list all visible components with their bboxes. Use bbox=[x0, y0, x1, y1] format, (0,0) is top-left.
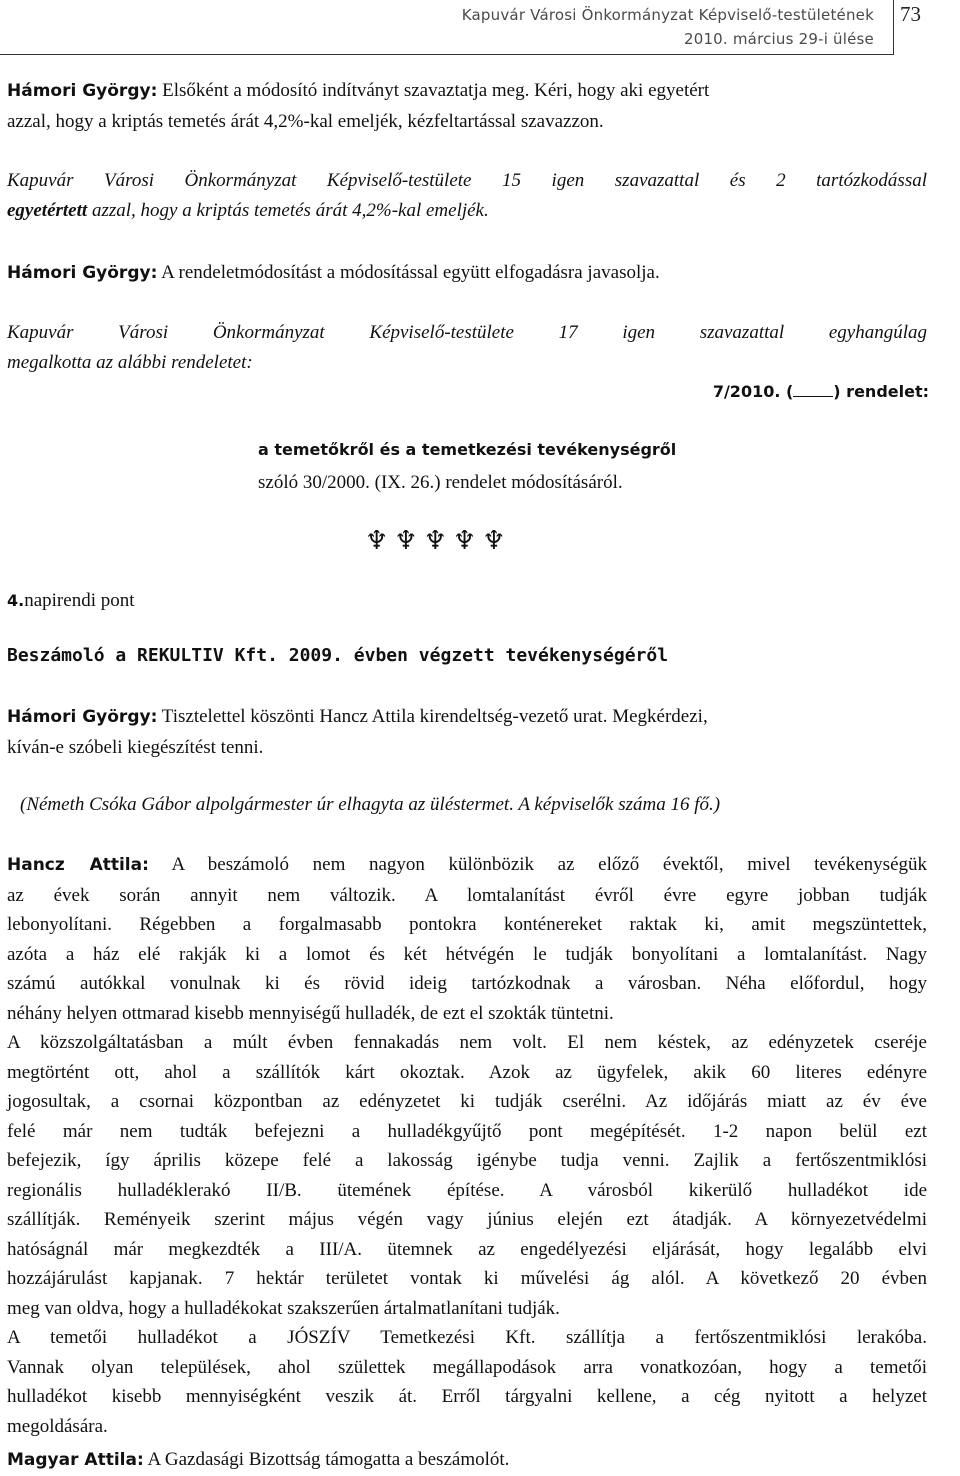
paragraph-hamori-3 bbox=[7, 702, 927, 762]
speaker-name: Magyar Attila: bbox=[7, 1450, 144, 1470]
agenda-label: napirendi pont bbox=[24, 590, 135, 611]
paragraph-vote-1 bbox=[7, 166, 927, 225]
text-line: hulladékot kisebb mennyiségként veszik át. Erről tárgyalni kellene, a cég nyitott a helyzet bbox=[7, 1386, 927, 1407]
agenda-number: 4. bbox=[7, 591, 25, 610]
text-line: meg van oldva, hogy a hulladékokat szakszerűen ártalmatlanítani tudják. bbox=[7, 1297, 560, 1319]
text-span: Elsőként a módosító indítványt szavaztatja meg. Kéri, hogy aki egyetért bbox=[162, 80, 710, 101]
text-line: hatóságnál már megkezdték a III/A. ütemnek az engedélyezési eljárását, hogy legalább elvi bbox=[7, 1238, 927, 1260]
text-line: néhány helyen ottmarad kisebb mennyiségű hulladék, de ezt el szokták tüntetni. bbox=[7, 1002, 614, 1024]
text-line: A közszolgáltatásban a múlt évben fennakadás nem volt. El nem késtek, az edényzetek cseréje bbox=[7, 1032, 927, 1053]
decree-number-text: 7/2010. ( bbox=[712, 382, 794, 401]
text-line: regionális hulladéklerakó II/B. ütemének építése. A városból kikerülő hulladékot ide bbox=[7, 1179, 927, 1201]
paragraph-hamori-2 bbox=[7, 258, 927, 289]
decree-number bbox=[713, 382, 929, 401]
page-number: 73 bbox=[900, 2, 921, 26]
text-line: hozzájárulást kapjanak. 7 hektár területet vontak ki művelési ág alól. A következő 20 évben bbox=[7, 1268, 927, 1289]
text-line: jogosultak, a csornai központban az edényzetet ki tudják cserélni. Az időjárás miatt az év éve bbox=[7, 1091, 927, 1112]
text-line: azzal, hogy a kriptás temetés árát 4,2%-kal emeljék, kézfeltartással szavazzon. bbox=[7, 110, 604, 132]
ornament-divider: ♆♆♆♆♆ bbox=[365, 526, 512, 555]
paragraph-hancz bbox=[7, 850, 927, 1441]
header-date: 2010. március 29-i ülése bbox=[683, 30, 874, 48]
speaker-name: Hancz Attila: bbox=[7, 855, 149, 875]
header-rule bbox=[0, 54, 894, 55]
text-line: lebonyolítani. Régebben a forgalmasabb pontokra konténereket raktak ki, amit megszüntettek, bbox=[7, 914, 927, 935]
session-note: (Németh Csóka Gábor alpolgármester úr elhagyta az üléstermet. A képviselők száma 16 fő.) bbox=[20, 794, 721, 815]
text-span: A rendeletmódosítást a módosítással együtt elfogadásra javasolja. bbox=[161, 262, 660, 283]
decree-subject: a temetőkről és a temetkezési tevékenységről bbox=[258, 440, 677, 459]
decree-suffix: ) rendelet: bbox=[833, 382, 929, 401]
text-line bbox=[7, 850, 927, 881]
speaker-name: Hámori György: bbox=[7, 81, 158, 101]
text-line: Kapuvár Városi Önkormányzat Képviselő-testülete 17 igen szavazattal egyhangúlag bbox=[7, 322, 927, 343]
paragraph-vote-2 bbox=[7, 318, 927, 377]
text-line: felé már nem tudták befejezni a hulladékgyűjtő pont megépítését. 1-2 napon belül ezt bbox=[7, 1120, 927, 1142]
paragraph-hamori-1 bbox=[7, 76, 927, 136]
page-header bbox=[0, 0, 960, 60]
blank-underline bbox=[793, 382, 833, 397]
text-line: az évek során annyit nem változik. A lomtalanítást évről évre egyre jobban tudják bbox=[7, 884, 927, 906]
header-title: Kapuvár Városi Önkormányzat Képviselő-testületének bbox=[461, 6, 874, 24]
text-line: azóta a ház elé rakják ki a lomot és két hétvégén le tudják bonyolítani a lomtalanítást. Nagy bbox=[7, 943, 927, 965]
speaker-name: Hámori György: bbox=[7, 263, 158, 283]
text-line: kíván-e szóbeli kiegészítést tenni. bbox=[7, 736, 264, 758]
text-span: azzal, hogy a kriptás temetés árát 4,2%-kal emeljék. bbox=[91, 199, 489, 221]
text-span: A beszámoló nem nagyon különbözik az előző évektől, mivel tevékenységük bbox=[171, 854, 928, 875]
text-line: számú autókkal vonulnak ki és rövid ideig tartózkodnak a városban. Néha előfordul, hogy bbox=[7, 973, 927, 994]
text-line bbox=[7, 76, 927, 107]
decree-subtitle: szóló 30/2000. (IX. 26.) rendelet módosításáról. bbox=[258, 472, 623, 493]
paragraph-magyar bbox=[7, 1445, 927, 1476]
text-line: megoldására. bbox=[7, 1415, 108, 1437]
agenda-title: Beszámoló a REKULTIV Kft. 2009. évben végzett tevékenységéről bbox=[7, 645, 669, 666]
text-line: megtörtént ott, ahol a szállítók kárt okoztak. Azok az ügyfelek, akik 60 literes edényre bbox=[7, 1061, 927, 1083]
speaker-name: Hámori György: bbox=[7, 707, 158, 727]
text-line: megalkotta az alábbi rendeletet: bbox=[7, 351, 253, 373]
text-line: Vannak olyan települések, ahol születtek megállapodások arra vonatkozóan, hogy a temetői bbox=[7, 1356, 927, 1378]
text-line: Kapuvár Városi Önkormányzat Képviselő-testülete 15 igen szavazattal és 2 tartózkodással bbox=[7, 170, 927, 191]
text-line: A temetői hulladékot a JÓSZÍV Temetkezési Kft. szállítja a fertőszentmiklósi lerakóba. bbox=[7, 1327, 927, 1348]
text-line: befejezik, így április közepe felé a lakosság igénybe tudja venni. Zajlik a fertőszentmiklósi bbox=[7, 1150, 927, 1171]
agenda-item bbox=[7, 586, 135, 615]
text-line bbox=[7, 196, 927, 226]
bold-word: egyetértett bbox=[7, 199, 88, 221]
text-span: A Gazdasági Bizottság támogatta a beszámolót. bbox=[147, 1449, 510, 1470]
text-line: szállítják. Reményeik szerint május végén vagy június elején ezt átadják. A környezetvédelmi bbox=[7, 1209, 927, 1230]
text-span: Tisztelettel köszönti Hancz Attila kirendeltség-vezető urat. Megkérdezi, bbox=[161, 706, 708, 727]
header-separator bbox=[893, 0, 894, 54]
text-line bbox=[7, 702, 927, 733]
